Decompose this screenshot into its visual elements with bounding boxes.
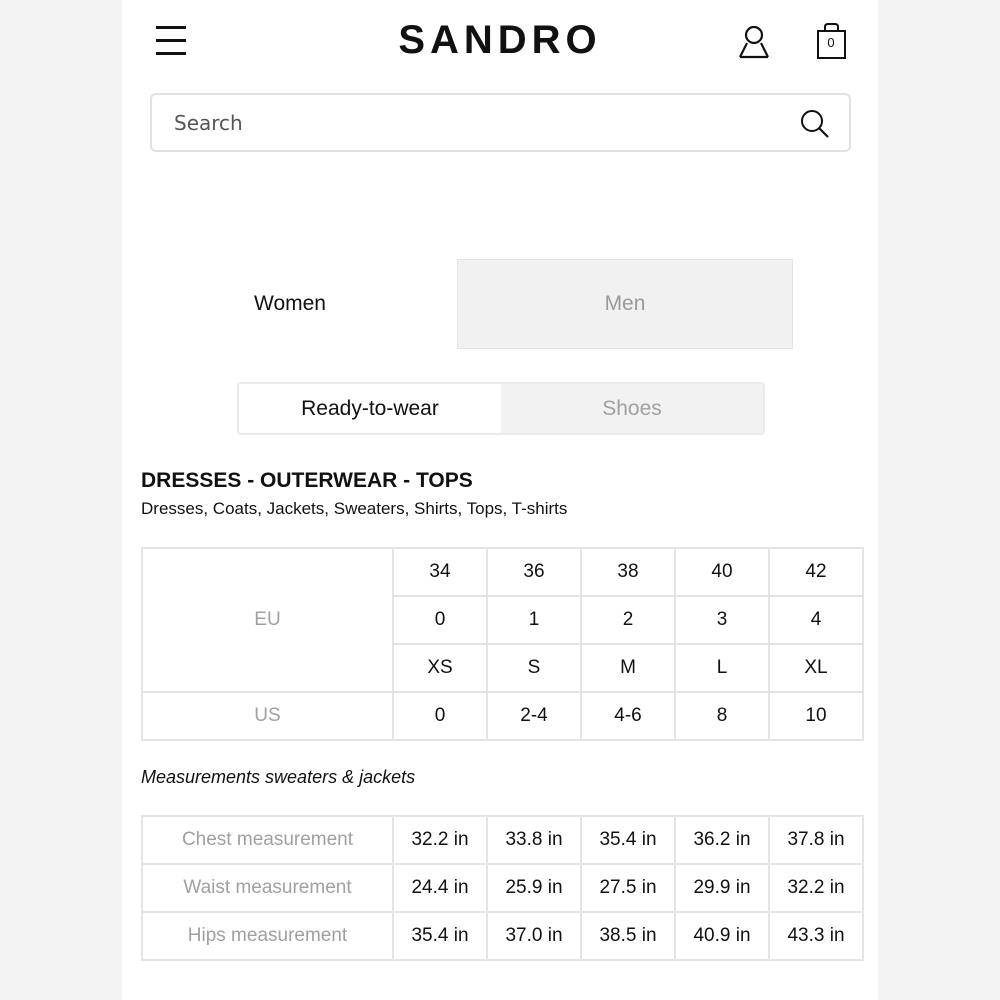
table-cell: 40.9 in	[675, 912, 769, 960]
table-cell: 2	[581, 596, 675, 644]
section-subtitle: Dresses, Coats, Jackets, Sweaters, Shirts, Tops, T-shirts	[141, 499, 568, 518]
us-label: US	[142, 692, 393, 740]
measurements-title: Measurements sweaters & jackets	[141, 767, 416, 787]
table-cell: L	[675, 644, 769, 692]
measurements-table	[141, 815, 864, 961]
table-cell: XL	[769, 644, 863, 692]
table-cell: 40	[675, 548, 769, 596]
table-cell: 34	[393, 548, 487, 596]
table-row	[142, 864, 863, 912]
tab-shoes[interactable]: Shoes	[501, 384, 763, 433]
table-cell: 37.8 in	[769, 816, 863, 864]
table-cell: M	[581, 644, 675, 692]
tab-men[interactable]: Men	[457, 259, 793, 349]
table-cell: 38	[581, 548, 675, 596]
search-input[interactable]	[174, 107, 734, 139]
table-cell: 33.8 in	[487, 816, 581, 864]
table-cell: XS	[393, 644, 487, 692]
table-cell: 25.9 in	[487, 864, 581, 912]
row-label: Chest measurement	[142, 816, 393, 864]
table-cell: 43.3 in	[769, 912, 863, 960]
search-bar	[150, 93, 851, 152]
section-title: DRESSES - OUTERWEAR - TOPS	[141, 469, 473, 492]
table-row	[142, 912, 863, 960]
table-row	[142, 692, 863, 740]
table-cell: 4-6	[581, 692, 675, 740]
table-cell: 0	[393, 596, 487, 644]
table-cell: 2-4	[487, 692, 581, 740]
table-cell: 32.2 in	[393, 816, 487, 864]
table-row	[142, 816, 863, 864]
table-cell: 37.0 in	[487, 912, 581, 960]
table-cell: 35.4 in	[581, 816, 675, 864]
size-conversion-table	[141, 547, 864, 741]
table-cell: 42	[769, 548, 863, 596]
table-cell: 36.2 in	[675, 816, 769, 864]
row-label: Waist measurement	[142, 864, 393, 912]
tab-women[interactable]: Women	[122, 259, 458, 349]
row-label: Hips measurement	[142, 912, 393, 960]
table-cell: 1	[487, 596, 581, 644]
table-cell: 32.2 in	[769, 864, 863, 912]
category-tabs	[237, 382, 765, 435]
search-icon[interactable]	[800, 109, 830, 139]
table-cell: 27.5 in	[581, 864, 675, 912]
page	[122, 0, 878, 1000]
table-cell: 36	[487, 548, 581, 596]
bag-count-badge: 0	[827, 35, 835, 50]
eu-label: EU	[142, 548, 393, 692]
table-cell: 29.9 in	[675, 864, 769, 912]
table-cell: 0	[393, 692, 487, 740]
table-cell: 4	[769, 596, 863, 644]
table-cell: 35.4 in	[393, 912, 487, 960]
user-icon[interactable]	[736, 24, 772, 60]
table-row	[142, 548, 863, 596]
table-cell: 8	[675, 692, 769, 740]
table-cell: 38.5 in	[581, 912, 675, 960]
table-cell: 3	[675, 596, 769, 644]
header	[122, 0, 878, 90]
brand-logo[interactable]: SANDRO	[398, 18, 602, 62]
table-cell: 24.4 in	[393, 864, 487, 912]
tab-ready-to-wear[interactable]: Ready-to-wear	[239, 384, 501, 433]
table-cell: 10	[769, 692, 863, 740]
shopping-bag-button[interactable]	[816, 22, 848, 60]
table-cell: S	[487, 644, 581, 692]
